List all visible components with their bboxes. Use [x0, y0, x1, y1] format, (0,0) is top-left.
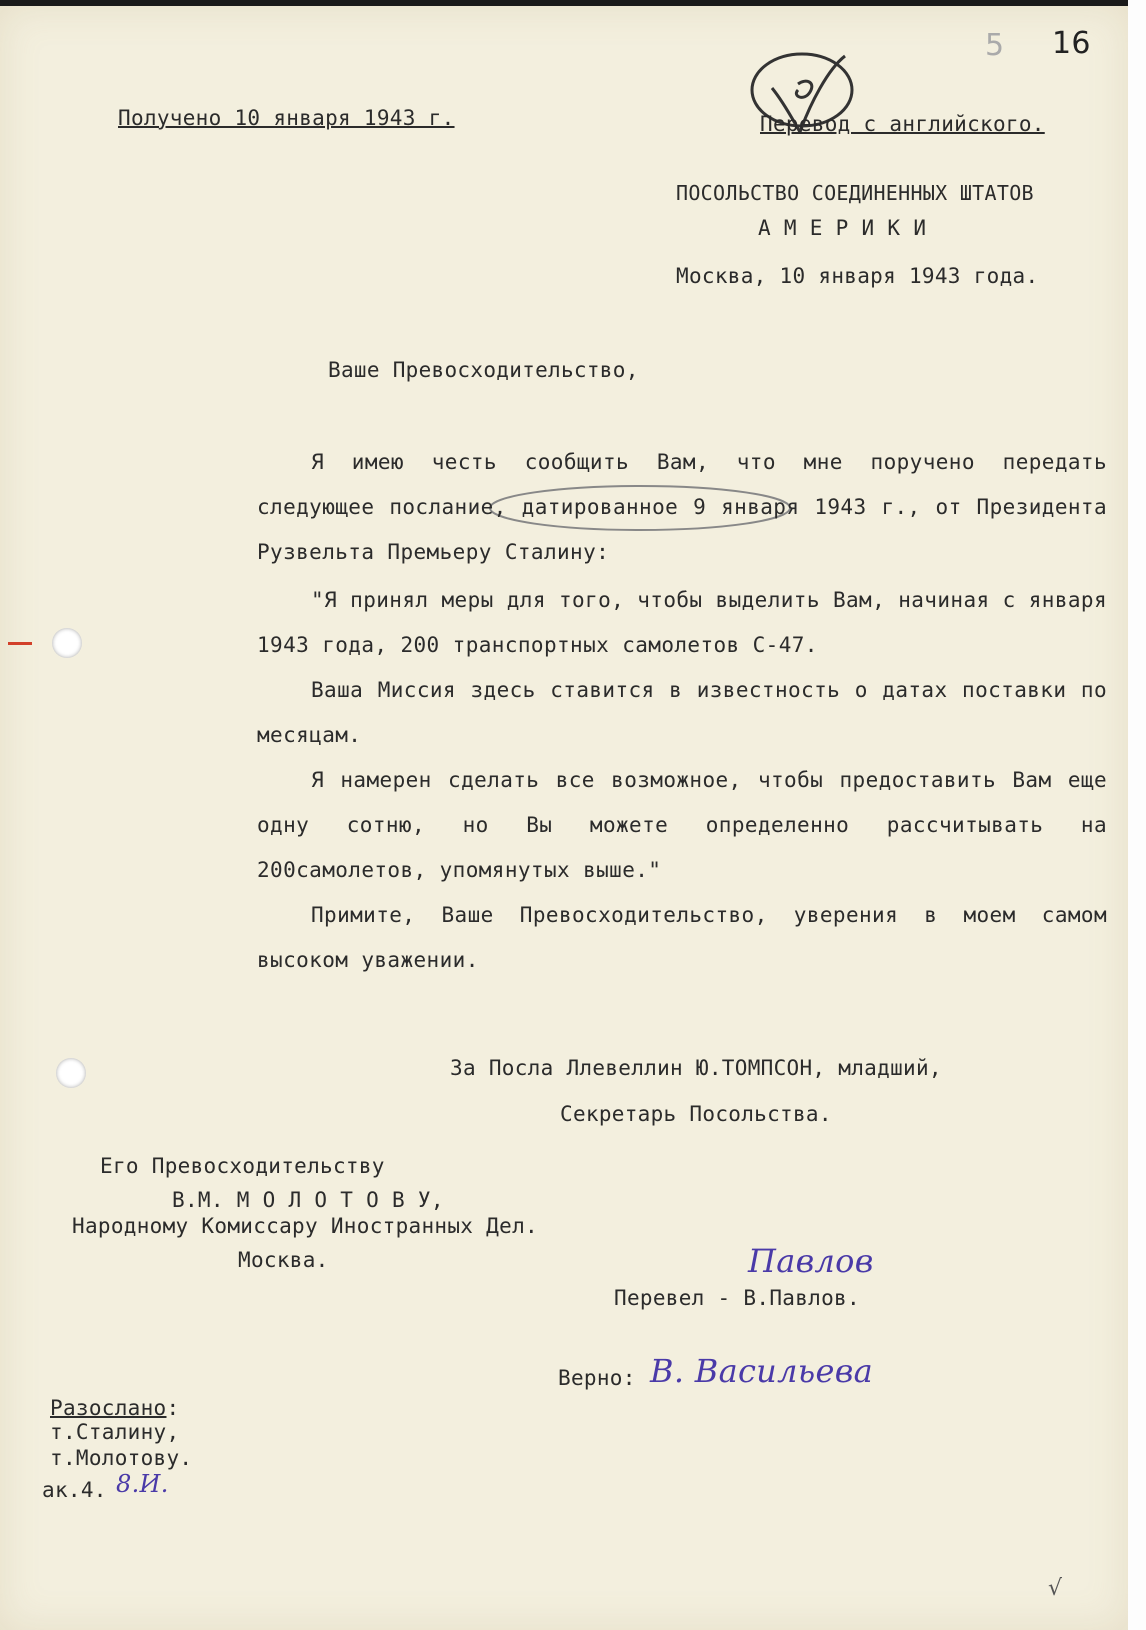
verified-label: Верно:: [558, 1366, 636, 1390]
file-ref-handwritten: 8.И.: [116, 1470, 169, 1498]
addressee-title: Его Превосходительству: [100, 1154, 385, 1178]
signature-line-2: Секретарь Посольства.: [560, 1102, 832, 1126]
addressee-city: Москва.: [238, 1248, 329, 1272]
check-mark: √: [1048, 1576, 1063, 1601]
salutation: Ваше Превосходительство,: [328, 358, 639, 382]
paragraph-3: Ваша Миссия здесь ставится в известность о датах поставки по месяцам.: [257, 678, 1107, 747]
embassy-name: ПОСОЛЬСТВО СОЕДИНЕННЫХ ШТАТОВ: [676, 181, 1034, 205]
archive-mark: 5: [985, 28, 1005, 63]
verified-signature: В. Васильева: [650, 1352, 874, 1390]
translation-note: Перевод с английского.: [760, 112, 1045, 136]
right-margin: [1128, 0, 1146, 1630]
addressee-position: Народному Комиссару Иностранных Дел.: [72, 1214, 538, 1238]
document-page: [0, 6, 1128, 1630]
red-margin-mark: [8, 642, 32, 645]
signature-line-1: За Посла Ллевеллин Ю.ТОМПСОН, младший,: [450, 1056, 942, 1080]
letter-body: [257, 440, 1107, 575]
paragraph-1: Я имею честь сообщить Вам, что мне поручено передать следующее послание, датированное 9 января 1943 г., от Президента Рузвельта Премьеру Сталину:: [257, 450, 1107, 564]
paragraph-2: "Я принял меры для того, чтобы выделить Вам, начиная с января 1943 года, 200 транспортных самолетов С-47.: [257, 588, 1107, 657]
place-date: Москва, 10 января 1943 года.: [676, 264, 1039, 288]
paragraph-4: Я намерен сделать все возможное, чтобы предоставить Вам еще одну сотню, но Вы можете определенно рассчитывать на 200самолетов, упомянутых выше.": [257, 768, 1107, 882]
embassy-country: А М Е Р И К И: [758, 216, 927, 240]
punch-hole-lower: [56, 1058, 86, 1088]
paragraph-5: Примите, Ваше Превосходительство, уверения в моем самом высоком уважении.: [257, 903, 1107, 972]
file-ref: ак.4.: [42, 1478, 107, 1502]
translator-signature: Павлов: [748, 1242, 874, 1280]
distribution-molotov: т.Молотову.: [50, 1446, 193, 1470]
punch-hole-upper: [52, 628, 82, 658]
distribution-stalin: т.Сталину,: [50, 1420, 180, 1444]
message-body: [257, 578, 1107, 983]
page-number: 16: [1052, 26, 1091, 61]
addressee-name: В.М. М О Л О Т О В У,: [172, 1188, 444, 1212]
received-note: Получено 10 января 1943 г.: [118, 106, 455, 130]
distribution-label: Разослано:: [50, 1396, 180, 1420]
translated-by: Перевел - В.Павлов.: [614, 1286, 860, 1310]
